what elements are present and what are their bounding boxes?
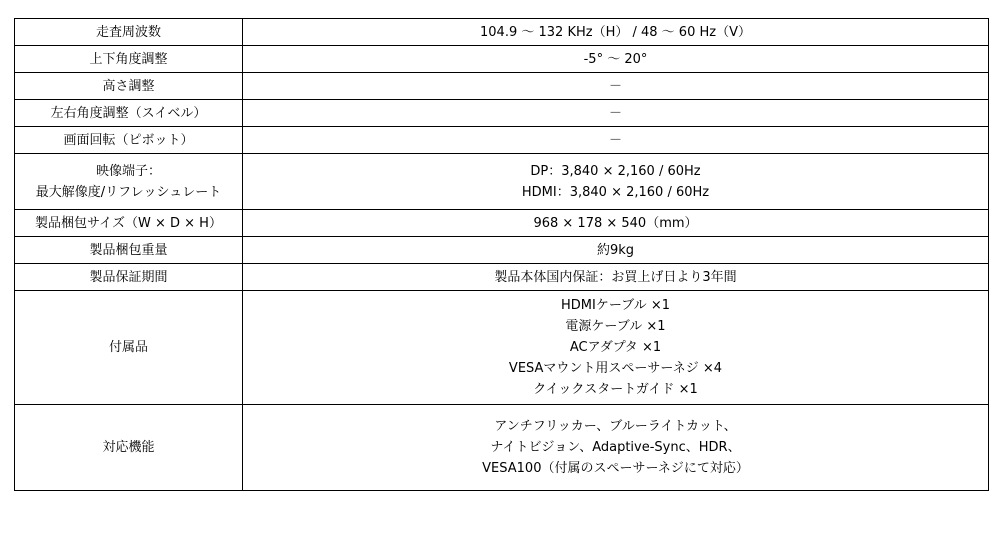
- spec-row-package-size: [15, 210, 989, 237]
- spec-table: [14, 18, 989, 491]
- spec-value-line: ACアダプタ ×1: [569, 340, 662, 355]
- spec-row-scan-frequency: [15, 19, 989, 46]
- spec-value-line: HDMI：3,840 × 2,160 / 60Hz: [521, 184, 710, 200]
- spec-label: [15, 154, 243, 210]
- spec-row-features: [15, 405, 989, 491]
- spec-row-video-input: [15, 154, 989, 210]
- spec-value: －: [243, 100, 989, 127]
- spec-label: 製品梱包サイズ（W × D × H）: [15, 210, 243, 237]
- spec-label-line: 映像端子：: [95, 163, 161, 179]
- spec-value-line: VESAマウント用スペーサーネジ ×4: [508, 361, 723, 376]
- spec-value: －: [243, 127, 989, 154]
- spec-value: －: [243, 73, 989, 100]
- spec-value: 約9kg: [243, 237, 989, 264]
- spec-value: 968 × 178 × 540（mm）: [243, 210, 989, 237]
- spec-value-line: ナイトビジョン、Adaptive-Sync、HDR、: [490, 440, 741, 455]
- spec-label: 付属品: [15, 291, 243, 405]
- spec-row-package-weight: [15, 237, 989, 264]
- spec-value-line: アンチフリッカー、ブルーライトカット、: [494, 419, 737, 434]
- spec-value-line: VESA100（付属のスペーサーネジにて対応）: [482, 461, 749, 476]
- spec-label: 高さ調整: [15, 73, 243, 100]
- spec-value: -5° ～ 20°: [243, 46, 989, 73]
- spec-label: 走査周波数: [15, 19, 243, 46]
- spec-row-tilt: [15, 46, 989, 73]
- spec-value: 104.9 ～ 132 KHz（H） / 48 ～ 60 Hz（V）: [243, 19, 989, 46]
- spec-value-line: HDMIケーブル ×1: [561, 298, 670, 313]
- spec-value: [243, 405, 989, 491]
- spec-value: [243, 291, 989, 405]
- spec-label: 左右角度調整（スイベル）: [15, 100, 243, 127]
- spec-value-line: DP：3,840 × 2,160 / 60Hz: [530, 163, 701, 179]
- spec-value-line: 電源ケーブル ×1: [565, 319, 666, 334]
- spec-value: 製品本体国内保証：お買上げ日より3年間: [243, 264, 989, 291]
- spec-label: 製品保証期間: [15, 264, 243, 291]
- spec-row-swivel: [15, 100, 989, 127]
- spec-label: 対応機能: [15, 405, 243, 491]
- spec-row-warranty: [15, 264, 989, 291]
- spec-value-line: クイックスタートガイド ×1: [533, 382, 698, 397]
- spec-label: 上下角度調整: [15, 46, 243, 73]
- spec-label: 画面回転（ピボット）: [15, 127, 243, 154]
- spec-label: 製品梱包重量: [15, 237, 243, 264]
- spec-row-accessories: [15, 291, 989, 405]
- spec-row-height-adjust: [15, 73, 989, 100]
- spec-value: [243, 154, 989, 210]
- spec-label-line: 最大解像度/リフレッシュレート: [35, 184, 222, 200]
- spec-row-pivot: [15, 127, 989, 154]
